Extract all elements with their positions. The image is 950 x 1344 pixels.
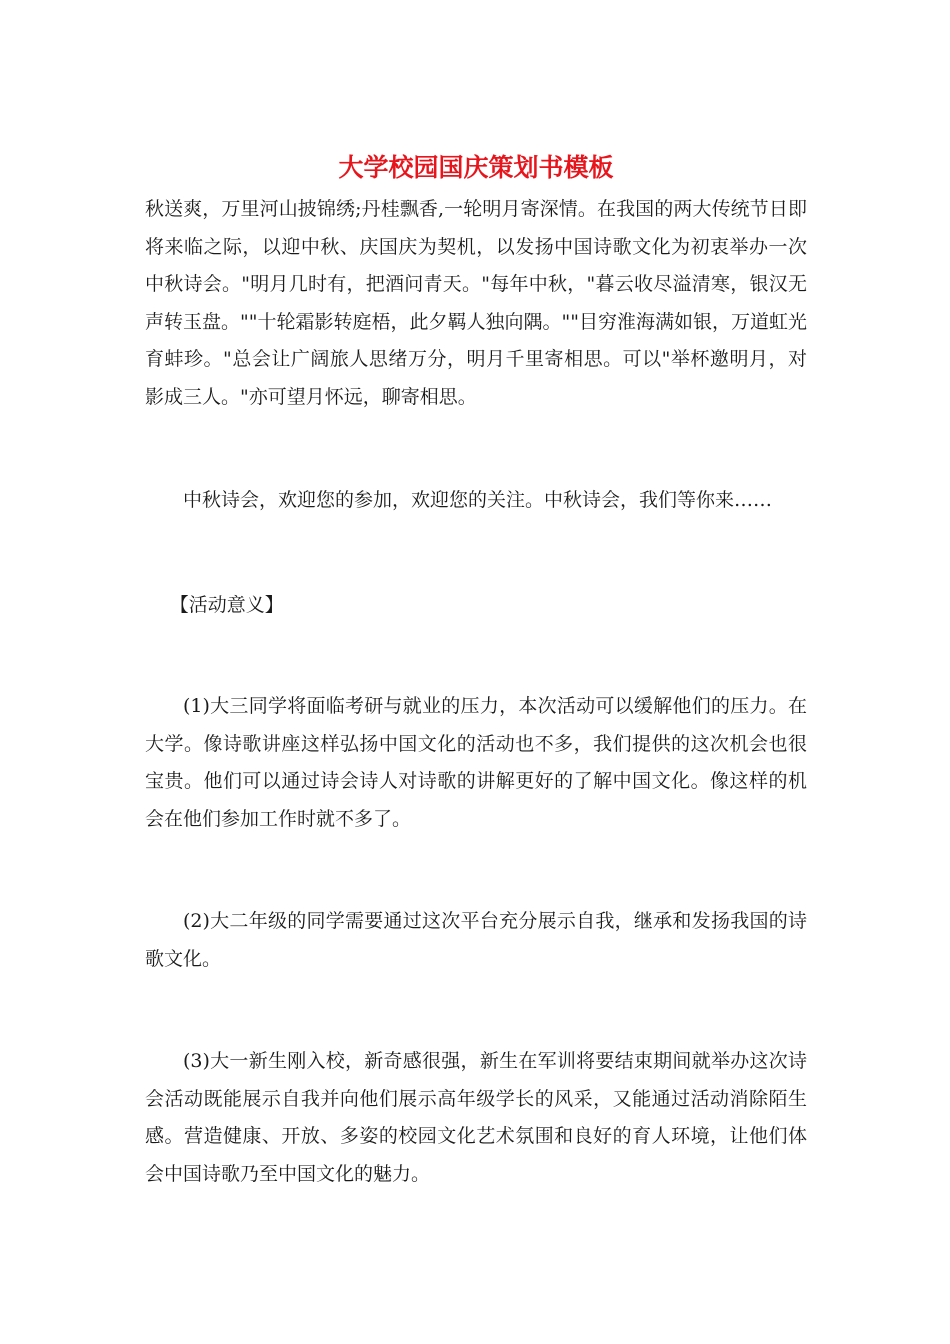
point-3-paragraph: (3)大一新生刚入校，新奇感很强，新生在军训将要结束期间就举办这次诗会活动既能展示自我并向他们展示高年级学长的风采，又能通过活动消除陌生感。营造健康、开放、多姿的校园文化艺术氛围和良好的育人环境，让他们体会中国诗歌乃至中国文化的魅力。 — [145, 1050, 807, 1185]
point-1-paragraph: (1)大三同学将面临考研与就业的压力，本次活动可以缓解他们的压力。在大学。像诗歌讲座这样弘扬中国文化的活动也不多，我们提供的这次机会也很宝贵。他们可以通过诗会诗人对诗歌的讲解更好的了解中国文化。像这样的机会在他们参加工作时就不多了。 — [145, 695, 807, 830]
point-2-paragraph: (2)大二年级的同学需要通过这次平台充分展示自我，继承和发扬我国的诗歌文化。 — [145, 910, 807, 970]
intro-paragraph: 秋送爽，万里河山披锦绣;丹桂飘香,一轮明月寄深情。在我国的两大传统节日即将来临之际，以迎中秋、庆国庆为契机，以发扬中国诗歌文化为初衷举办一次中秋诗会。"明月几时有，把酒问青天。"每年中秋，"暮云收尽溢清寒，银汉无声转玉盘。""十轮霜影转庭梧，此夕羁人独向隅。""目穷淮海满如银，万道虹光育蚌珍。"总会让广阔旅人思绪万分，明月千里寄相思。可以"举杯邀明月，对影成三人。"亦可望月怀远，聊寄相思。 — [145, 198, 807, 408]
welcome-paragraph: 中秋诗会，欢迎您的参加，欢迎您的关注。中秋诗会，我们等你来…… — [183, 489, 773, 511]
document-title: 大学校园国庆策划书模板 — [338, 153, 614, 182]
section-heading: 【活动意义】 — [169, 594, 284, 616]
